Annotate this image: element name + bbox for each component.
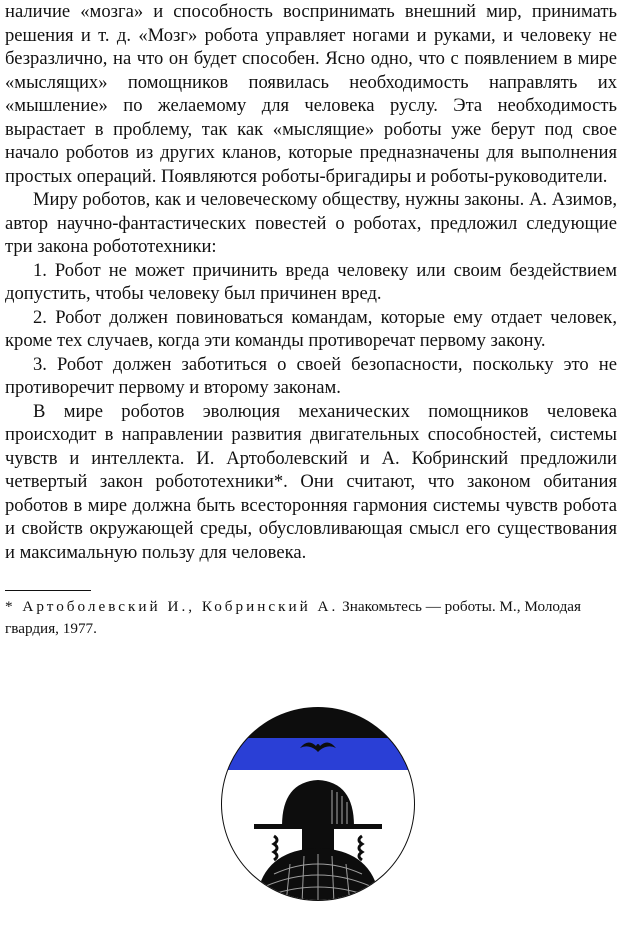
footnote-divider (5, 590, 91, 591)
footnote-title: Знакомьтесь — роботы. М., Молодая гвардия, 1977. (5, 598, 582, 637)
paragraph-law-3: 3. Робот должен заботиться о своей безопасности, поскольку это не противоречит первому и второму законам. (5, 353, 617, 398)
paragraph-law-1: 1. Робот не может причинить вреда человеку или своим бездействием допустить, чтобы человеку был причинен вред. (5, 259, 617, 304)
paragraph-law-2: 2. Робот должен повиноваться командам, которые ему отдает человек, кроме тех случаев, когда эти команды противоречат первому закону. (5, 306, 617, 351)
footnote (5, 596, 620, 640)
paragraph-robot-laws-intro: Миру роботов, как и человеческому обществу, нужны законы. А. Азимов, автор научно-фантастических повестей о роботах, предложил следующие три закона робототехники: (5, 189, 617, 257)
hat-brim (254, 824, 382, 829)
main-text (5, 0, 617, 564)
robot-neck (302, 829, 334, 851)
robot-emblem-illustration (220, 704, 416, 904)
footnote-authors: * Артоболевский И., Кобринский А. (5, 598, 339, 615)
paragraph-fourth-law: В мире роботов эволюция механических помощников человека происходит в направлении развития двигательных способностей, системы чувств и интеллекта. И. Артоболевский и А. Кобринский предложили четвертый закон робототехники*. Они считают, что законом обитания роботов в мире должна быть всесторонняя гармония системы чувств робота и свойств окружающей среды, обусловливающая смысл его существования и максимальную пользу для человека. (5, 400, 617, 563)
emblem-blue-band (220, 738, 416, 770)
paragraph-continuation: наличие «мозга» и способность воспринимать внешний мир, принимать решения и т. д. «Мозг» робота управляет ногами и руками, и человеку не безразлично, на что он будет способен. Ясно одно, что с появлением в мире «мыслящих» помощников появилась необходимость направлять их «мышление» по желаемому для человека руслу. Эта необходимость вырастает в проблему, так как «мыслящие» роботы уже берут под свое начало роботов из других кланов, которые предназначены для выполнения простых операций. Появляются роботы-бригадиры и роботы-руководители. (5, 1, 617, 187)
